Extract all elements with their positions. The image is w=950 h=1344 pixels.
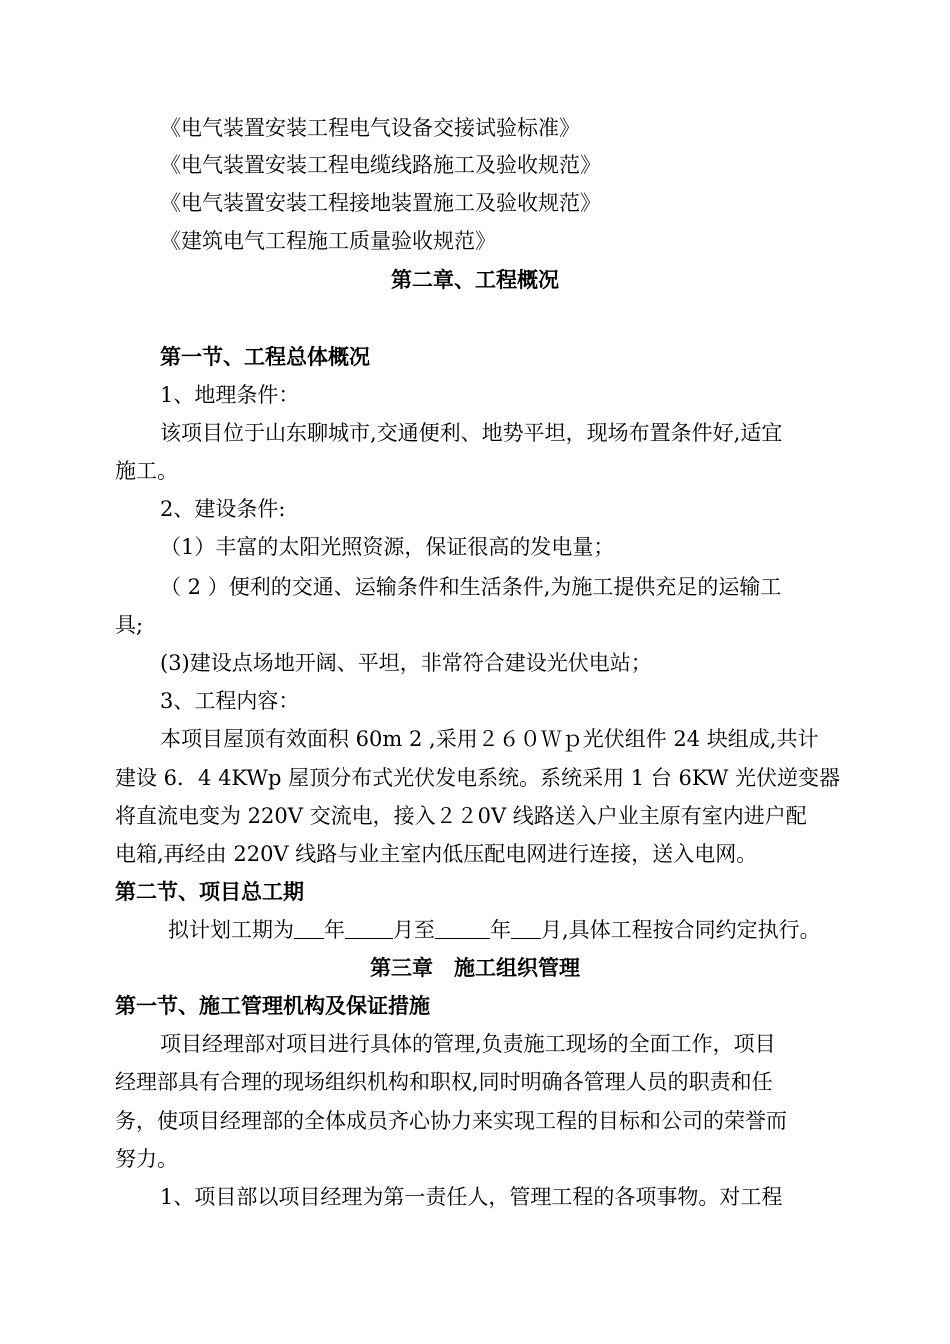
- blank-field: [511, 916, 541, 939]
- section-title: 第一节、工程总体概况: [160, 345, 370, 369]
- reference-item: 《建筑电气工程施工质量验收规范》: [160, 229, 496, 253]
- paragraph-line: 本项目屋顶有效面积 60m 2 ,采用２６０Ｗｐ光伏组件 24 块组成,共计: [160, 727, 819, 751]
- schedule-line: [168, 915, 821, 945]
- list-item: （1）丰富的太阳光照资源，保证很高的发电量；: [160, 535, 615, 559]
- paragraph-line: 项目经理部对项目进行具体的管理,负责施工现场的全面工作，项目: [160, 1032, 776, 1056]
- paragraph-line: 务，使项目经理部的全体成员齐心协力来实现工程的目标和公司的荣誉而: [115, 1109, 787, 1133]
- section-title: 第二节、项目总工期: [115, 880, 304, 904]
- subheading: 3、工程内容：: [160, 689, 300, 713]
- subheading: 1、地理条件：: [160, 383, 300, 407]
- reference-item: 《电气装置安装工程电气设备交接试验标准》: [160, 116, 580, 140]
- section-title: 第一节、施工管理机构及保证措施: [115, 994, 430, 1018]
- paragraph-line: 经理部具有合理的现场组织机构和职权,同时明确各管理人员的职责和任: [115, 1070, 773, 1094]
- blank-field: [435, 916, 490, 939]
- paragraph-line: 努力。: [115, 1147, 178, 1171]
- reference-item: 《电气装置安装工程接地装置施工及验收规范》: [160, 191, 601, 215]
- reference-item: 《电气装置安装工程电缆线路施工及验收规范》: [160, 153, 601, 177]
- subheading: 2、建设条件:: [160, 497, 286, 521]
- list-item: (3)建设点场地开阔、平坦，非常符合建设光伏电站；: [160, 651, 652, 675]
- chapter3-title: 第三章 施工组织管理: [370, 956, 580, 980]
- paragraph-line: 1、项目部以项目经理为第一责任人，管理工程的各项事物。对工程: [160, 1185, 783, 1209]
- schedule-text: 月至: [393, 918, 435, 942]
- list-item: （ 2 ）便利的交通、运输条件和生活条件,为施工提供充足的运输工: [160, 575, 782, 599]
- paragraph-line: 施工。: [115, 459, 178, 483]
- schedule-text: 年: [324, 918, 345, 942]
- paragraph-line: 将直流电变为 220V 交流电，接入２２0V 线路送入户业主原有室内进户配: [115, 804, 807, 828]
- blank-field: [294, 916, 324, 939]
- schedule-text: 拟计划工期为: [168, 918, 294, 942]
- schedule-text: 月,具体工程按合同约定执行。: [541, 918, 821, 942]
- schedule-text: 年: [490, 918, 511, 942]
- paragraph-line: 该项目位于山东聊城市,交通便利、地势平坦，现场布置条件好,适宜: [160, 421, 783, 445]
- paragraph-line: 建设 6．4 4KWp 屋顶分布式光伏发电系统。系统采用 1 台 6KW 光伏逆变器: [115, 766, 841, 790]
- chapter2-title: 第二章、工程概况: [391, 268, 559, 292]
- paragraph-line: 具;: [115, 613, 144, 637]
- paragraph-line: 电箱,再经由 220V 线路与业主室内低压配电网进行连接，送入电网。: [115, 842, 758, 866]
- blank-field: [345, 916, 393, 939]
